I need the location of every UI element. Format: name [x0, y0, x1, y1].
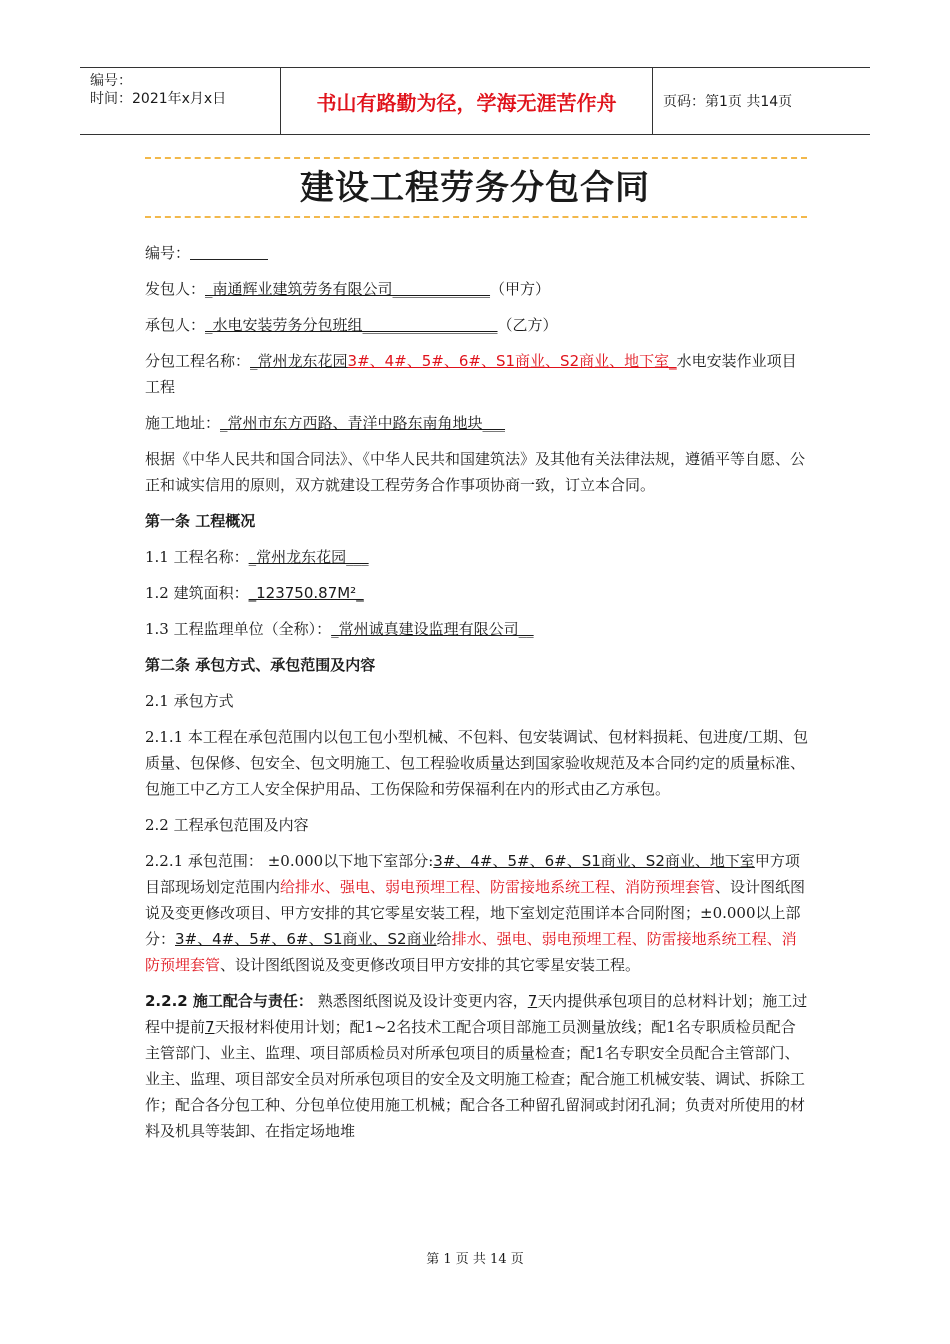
field-address	[145, 410, 810, 436]
s222-heading: 2.2.2 施工配合与责任：	[145, 992, 313, 1010]
article1-heading: 第一条 工程概况	[145, 512, 256, 530]
document-body	[145, 240, 810, 1154]
s222-text-e: 天报材料使用计划；配1~2名技术工配合项目部施工员测量放线；配1名专职质检员配合主管部门、业主、监理、项目部质检员对所承包项目的质量检查；配1名专职安全员配合主管部门、业主、监理、项目部安全员对所承包项目的安全及文明施工检查；配合施工机械安装、调试、拆除工作；配合各分包工种、分包单位使用施工机械；配合各工种留孔留洞或封闭孔洞；负责对所使用的材料及机具等装卸、在指定场地堆	[145, 1018, 806, 1140]
section-2-2-1	[145, 848, 810, 978]
s222-days-2: 7	[205, 1018, 215, 1036]
address-label: 施工地址：	[145, 414, 221, 432]
article1-name-label: 1.1 工程名称：	[145, 548, 249, 566]
section-2-2: 2.2 工程承包范围及内容	[145, 816, 309, 834]
section-2-1: 2.1 承包方式	[145, 692, 234, 710]
section-2-1-1: 2.1.1 本工程在承包范围内以包工包小型机械、不包料、包安装调试、包材料损耗、包进度/工期、包质量、包保修、包安全、包文明施工、包工程验收质量达到国家验收规范及本合同约定的质量标准、包施工中乙方工人安全保护用品、工伤保险和劳保福利在内的形式由乙方承包。	[145, 728, 808, 798]
article1-supervisor-label: 1.3 工程监理单位（全称）：	[145, 620, 332, 638]
project-value-name: _常州龙东花园	[250, 352, 348, 370]
article1-area	[145, 580, 810, 606]
header-meta	[80, 68, 281, 134]
field-employer	[145, 276, 810, 302]
article1-name-value: _常州龙东花园___	[248, 548, 369, 566]
s222-days-1: 7	[527, 992, 538, 1010]
header-no-label: 编号：	[90, 73, 132, 89]
page-header	[80, 67, 870, 135]
employer-value: _南通辉业建筑劳务有限公司_____________	[205, 280, 491, 298]
article1-area-label: 1.2 建筑面积：	[145, 584, 249, 602]
project-value-buildings: 3#、4#、5#、6#、S1商业、S2商业、地下室_	[347, 352, 677, 370]
header-motto: 书山有路勤为径，学海无涯苦作舟	[281, 68, 653, 134]
header-time: 时间：2021年x月x日	[90, 91, 227, 107]
article1-supervisor	[145, 616, 810, 642]
project-value-scope: 水电安装作业项目工程	[145, 352, 797, 396]
contractor-label: 承包人：	[145, 316, 206, 334]
field-no-blank	[190, 243, 268, 260]
employer-label: 发包人：	[145, 280, 206, 298]
s221-buildings-above: 3#、4#、5#、6#、S1商业、S2商业	[175, 930, 437, 948]
field-no	[145, 240, 810, 266]
contractor-role: （乙方）	[497, 316, 558, 334]
article2-heading: 第二条 承包方式、承包范围及内容	[145, 656, 376, 674]
article1-supervisor-value: _常州诚真建设监理有限公司__	[331, 620, 534, 638]
address-value: _常州市东方西路、青洋中路东南角地块___	[220, 414, 506, 432]
divider-top	[145, 157, 807, 159]
article1-name	[145, 544, 810, 570]
s221-works-below: 给排水、强电、弱电预埋工程、防雷接地系统工程、消防预埋套管	[280, 878, 716, 896]
contractor-value: _水电安装劳务分包班组__________________	[205, 316, 498, 334]
section-2-2-2	[145, 988, 810, 1144]
divider-bottom	[145, 216, 807, 218]
header-page-info: 页码：第1页 共14页	[663, 94, 793, 110]
s221-area-text: 甲方项目部现场划定范围内	[145, 852, 800, 896]
field-no-label: 编号：	[145, 244, 191, 262]
field-contractor	[145, 312, 810, 338]
s222-text-c: 天内提供承包项目的总材料计划；施工过程中提前	[145, 992, 808, 1036]
document-title: 建设工程劳务分包合同	[300, 168, 650, 208]
project-label: 分包工程名称：	[145, 352, 251, 370]
employer-role: （甲方）	[490, 280, 551, 298]
s221-connector: 给	[436, 930, 452, 948]
field-project	[145, 348, 810, 400]
s221-tail: 、设计图纸图说及变更修改项目甲方安排的其它零星安装工程。	[220, 956, 641, 974]
s221-scope-below: 2.2.1 承包范围： ±0.000以下地下室部分:	[145, 852, 434, 870]
article1-area-value: _123750.87M²_	[248, 584, 364, 602]
s221-scope-above: 、设计图纸图说及变更修改项目、甲方安排的其它零星安装工程，地下室划定范围详本合同附图；±0.000以上部分：	[145, 878, 806, 948]
s221-works-above: 排水、强电、弱电预埋工程、防雷接地系统工程、消防预埋套管	[145, 930, 797, 974]
page-footer: 第 1 页 共 14 页	[426, 1252, 524, 1267]
s221-buildings-below: 3#、4#、5#、6#、S1商业、S2商业、地下室	[433, 852, 755, 870]
s222-text-a: 熟悉图纸图说及设计变更内容，	[312, 992, 528, 1010]
preamble: 根据《中华人民共和国合同法》、《中华人民共和国建筑法》及其他有关法律法规，遵循平等自愿、公正和诚实信用的原则，双方就建设工程劳务合作事项协商一致，订立本合同。	[145, 450, 806, 494]
